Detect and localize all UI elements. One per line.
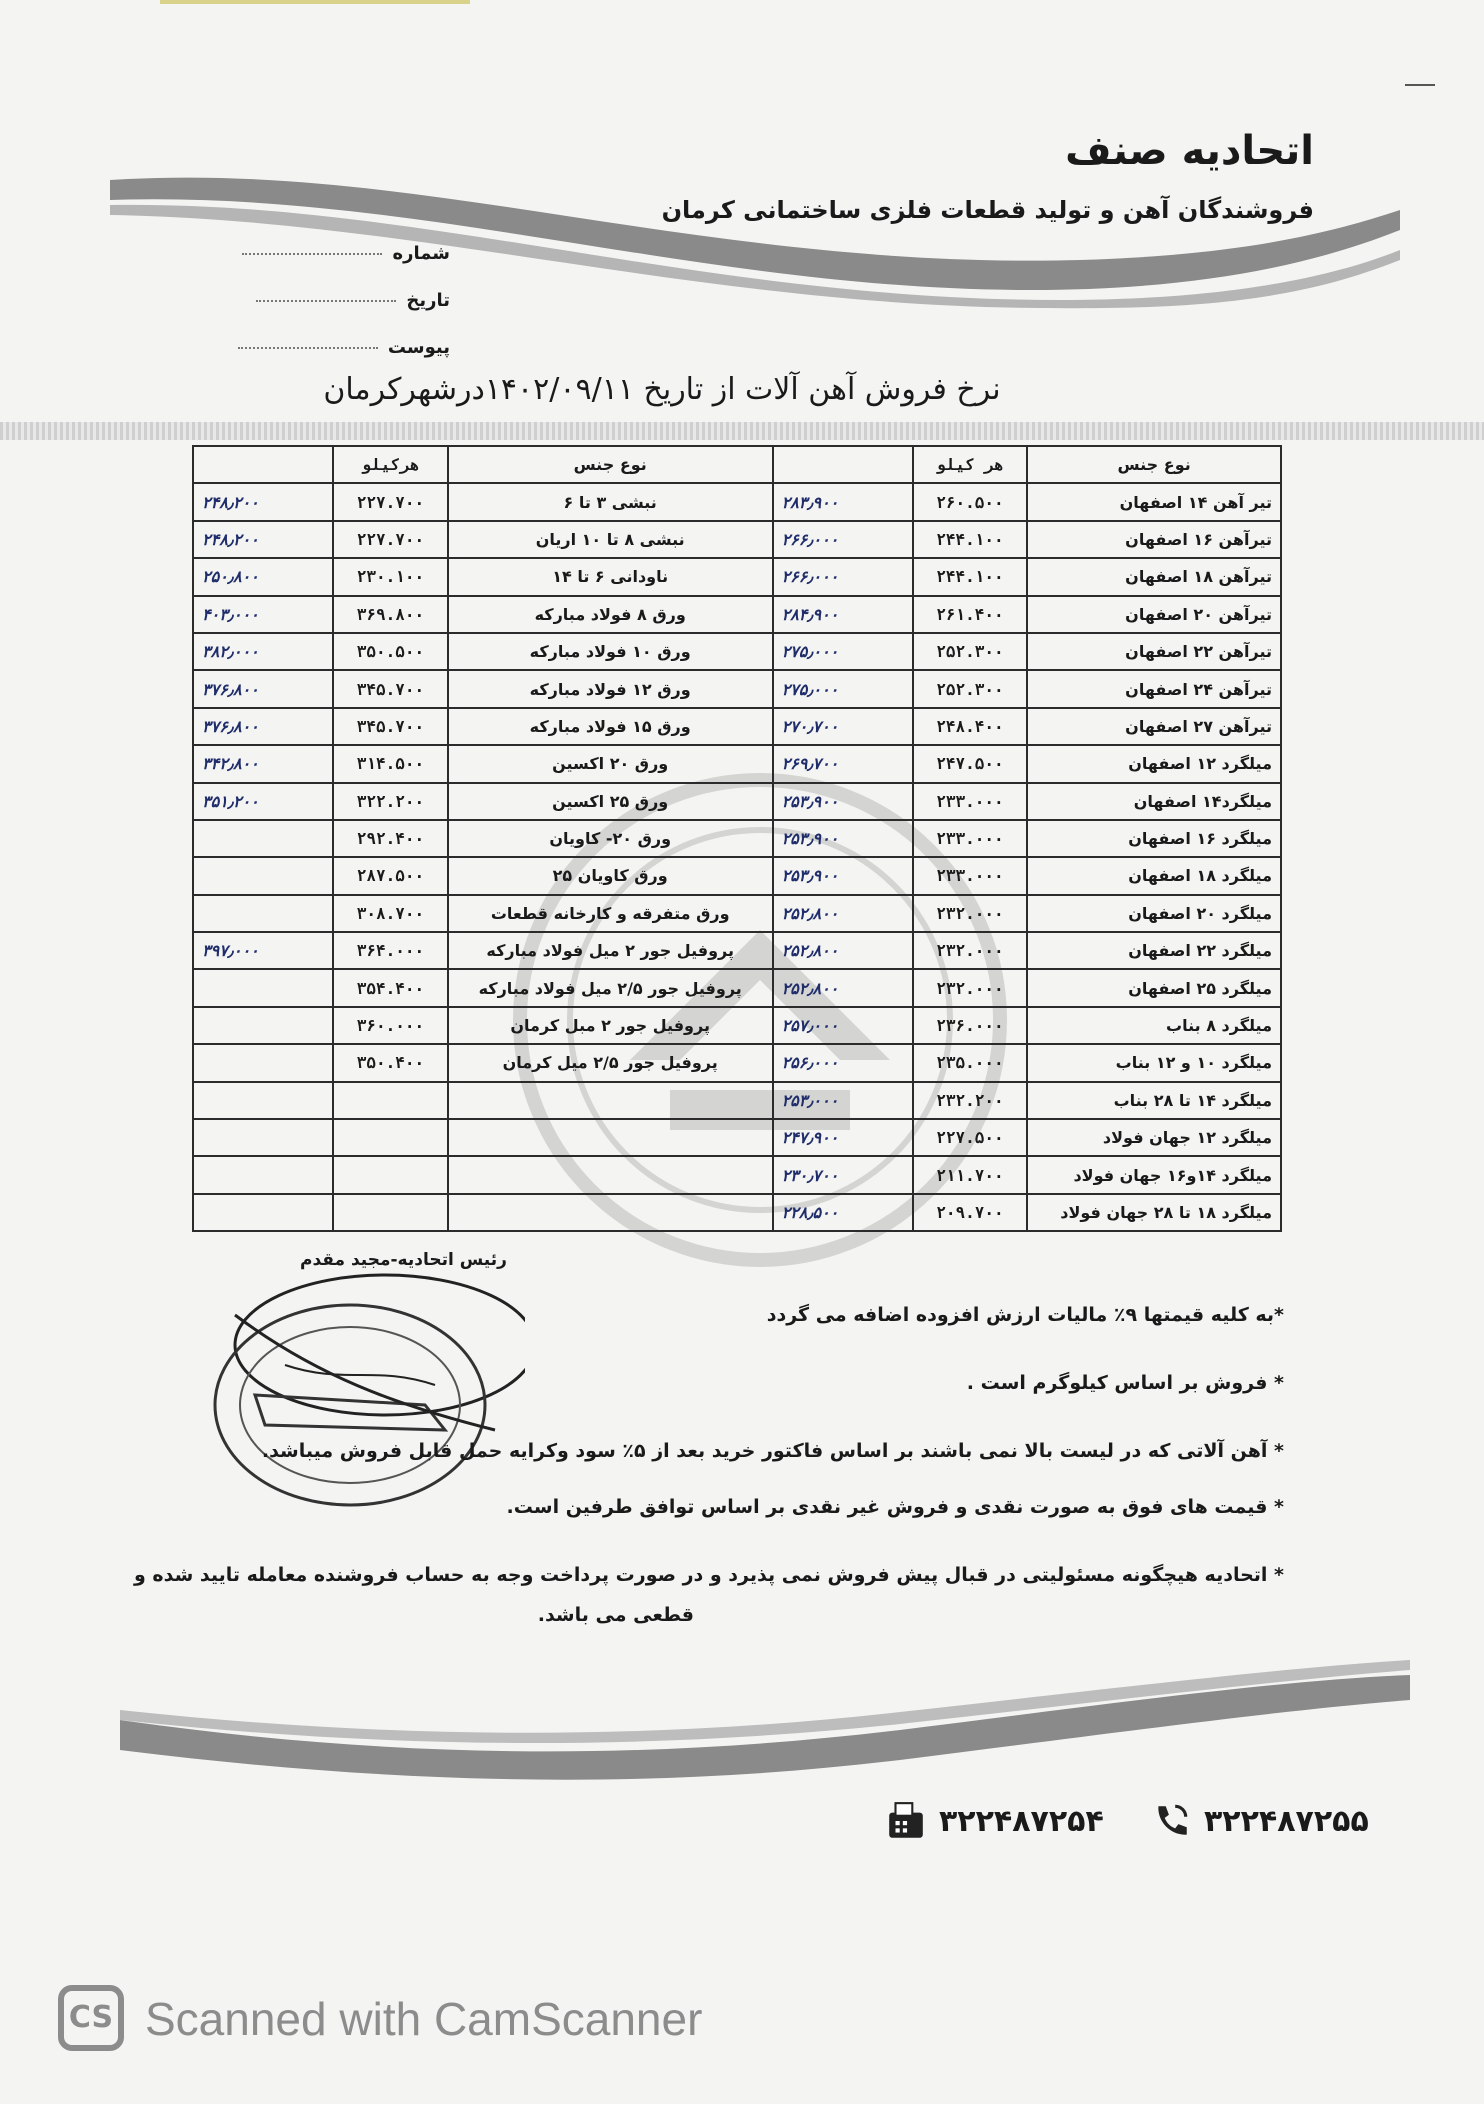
note-liability-end: قطعی می باشد. xyxy=(537,1604,694,1626)
item-updated-price-2: ۲۴۸٫۲۰۰ xyxy=(193,483,333,520)
item-price-per-kg-2: ۲۹۲.۴۰۰ xyxy=(333,820,448,857)
item-name: میلگرد۱۴ اصفهان xyxy=(1027,783,1281,820)
item-updated-price-2 xyxy=(193,1082,333,1119)
header-swoosh xyxy=(0,150,1484,310)
item-updated-price: ۲۸۴٫۹۰۰ xyxy=(773,596,913,633)
table-row xyxy=(193,1044,1281,1081)
table-row xyxy=(193,708,1281,745)
item-updated-price: ۲۵۲٫۸۰۰ xyxy=(773,895,913,932)
item-name: میلگرد ۱۴و۱۶ جهان فولاد xyxy=(1027,1156,1281,1193)
item-price-per-kg-2 xyxy=(333,1156,448,1193)
item-price-per-kg: ۲۳۳.۰۰۰ xyxy=(913,783,1028,820)
item-price-per-kg: ۲۴۴.۱۰۰ xyxy=(913,521,1028,558)
table-row xyxy=(193,857,1281,894)
document-heading-text: نرخ فروش آهن آلات از تاریخ ۱۴۰۲/۰۹/۱۱درشهرکرمان xyxy=(323,372,1001,407)
item-name-2: ورق ۸ فولاد مبارکه xyxy=(448,596,773,633)
camscanner-text: Scanned with CamScanner xyxy=(145,1993,703,2045)
item-name-2: نبشی ۸ تا ۱۰ اریان xyxy=(448,521,773,558)
note-per-kg: * فروش بر اساس کیلوگرم است . xyxy=(966,1372,1284,1394)
item-name-2 xyxy=(448,1119,773,1156)
scan-tick-mark xyxy=(1405,84,1435,86)
org-subtitle: فروشندگان آهن و تولید قطعات فلزی ساختمانی کرمان xyxy=(661,196,1314,224)
item-updated-price-2: ۳۷۶٫۸۰۰ xyxy=(193,708,333,745)
col-header-per-kg: هر کیلو xyxy=(913,446,1028,483)
table-row xyxy=(193,633,1281,670)
item-updated-price: ۲۷۵٫۰۰۰ xyxy=(773,670,913,707)
item-name: میلگرد ۱۲ اصفهان xyxy=(1027,745,1281,782)
item-updated-price: ۲۳۰٫۷۰۰ xyxy=(773,1156,913,1193)
item-name-2: پروفیل جور ۲/۵ میل کرمان xyxy=(448,1044,773,1081)
item-updated-price: ۲۸۳٫۹۰۰ xyxy=(773,483,913,520)
table-row xyxy=(193,895,1281,932)
item-updated-price-2 xyxy=(193,1156,333,1193)
item-price-per-kg: ۲۳۲.۰۰۰ xyxy=(913,932,1028,969)
item-price-per-kg: ۲۲۷.۵۰۰ xyxy=(913,1119,1028,1156)
item-price-per-kg-2: ۲۸۷.۵۰۰ xyxy=(333,857,448,894)
table-row xyxy=(193,932,1281,969)
meta-date xyxy=(210,290,450,311)
meta-date-label: تاریخ xyxy=(406,290,450,311)
item-updated-price: ۲۵۲٫۸۰۰ xyxy=(773,969,913,1006)
item-updated-price-2 xyxy=(193,1044,333,1081)
table-row xyxy=(193,521,1281,558)
item-name: میلگرد ۲۲ اصفهان xyxy=(1027,932,1281,969)
note-cash: * قیمت های فوق به صورت نقدی و فروش غیر نقدی بر اساس توافق طرفین است. xyxy=(506,1496,1284,1518)
table-row xyxy=(193,783,1281,820)
item-name-2: پروفیل جور ۲ میل فولاد مبارکه xyxy=(448,932,773,969)
item-name-2: ورق متفرقه و کارخانه قطعات xyxy=(448,895,773,932)
col-header-name: نوع جنس xyxy=(1027,446,1281,483)
scan-shade-band xyxy=(0,422,1484,440)
col-header-updated xyxy=(773,446,913,483)
item-updated-price: ۲۶۹٫۷۰۰ xyxy=(773,745,913,782)
item-price-per-kg-2 xyxy=(333,1119,448,1156)
item-price-per-kg-2: ۳۴۵.۷۰۰ xyxy=(333,670,448,707)
item-price-per-kg-2: ۳۵۴.۴۰۰ xyxy=(333,969,448,1006)
table-row xyxy=(193,1119,1281,1156)
item-name: تیر آهن ۱۴ اصفهان xyxy=(1027,483,1281,520)
item-updated-price-2: ۳۵۱٫۲۰۰ xyxy=(193,783,333,820)
price-table xyxy=(192,445,1282,1232)
item-price-per-kg-2: ۳۵۰.۵۰۰ xyxy=(333,633,448,670)
document-heading xyxy=(0,372,1484,407)
item-updated-price: ۲۵۳٫۹۰۰ xyxy=(773,857,913,894)
item-price-per-kg-2: ۲۲۷.۷۰۰ xyxy=(333,521,448,558)
fax-icon xyxy=(885,1800,927,1842)
table-row xyxy=(193,1007,1281,1044)
item-price-per-kg: ۲۳۲.۲۰۰ xyxy=(913,1082,1028,1119)
item-price-per-kg-2 xyxy=(333,1082,448,1119)
item-updated-price: ۲۷۰٫۷۰۰ xyxy=(773,708,913,745)
table-header-row xyxy=(193,446,1281,483)
item-price-per-kg: ۲۵۲.۳۰۰ xyxy=(913,633,1028,670)
item-name-2: ورق ۱۰ فولاد مبارکه xyxy=(448,633,773,670)
table-row xyxy=(193,820,1281,857)
item-name-2 xyxy=(448,1082,773,1119)
item-updated-price-2 xyxy=(193,969,333,1006)
note-unlisted: * آهن آلاتی که در لیست بالا نمی باشند بر اساس فاکتور خرید بعد از ۵٪ سود وکرایه حمل قابل فروش میباشد. xyxy=(261,1440,1284,1462)
item-price-per-kg-2: ۳۲۲.۲۰۰ xyxy=(333,783,448,820)
item-updated-price-2 xyxy=(193,895,333,932)
item-updated-price-2 xyxy=(193,1194,333,1231)
item-price-per-kg-2 xyxy=(333,1194,448,1231)
item-name: میلگرد ۱۲ جهان فولاد xyxy=(1027,1119,1281,1156)
item-updated-price: ۲۶۶٫۰۰۰ xyxy=(773,558,913,595)
item-price-per-kg-2: ۳۵۰.۴۰۰ xyxy=(333,1044,448,1081)
item-name-2 xyxy=(448,1194,773,1231)
table-row xyxy=(193,670,1281,707)
price-table-body xyxy=(193,483,1281,1231)
scan-edge-mark xyxy=(160,0,470,4)
item-price-per-kg: ۲۴۷.۵۰۰ xyxy=(913,745,1028,782)
item-name: میلگرد ۱۰ و ۱۲ بناب xyxy=(1027,1044,1281,1081)
item-price-per-kg: ۲۳۳.۰۰۰ xyxy=(913,820,1028,857)
meta-attachment xyxy=(210,337,450,358)
fax-number[interactable]: ۳۲۲۴۸۷۲۵۴ xyxy=(939,1803,1104,1839)
item-updated-price: ۲۴۷٫۹۰۰ xyxy=(773,1119,913,1156)
item-name: میلگرد ۱۸ تا ۲۸ جهان فولاد xyxy=(1027,1194,1281,1231)
item-name: تیرآهن ۲۲ اصفهان xyxy=(1027,633,1281,670)
table-row xyxy=(193,596,1281,633)
org-title: اتحادیه صنف xyxy=(1065,128,1314,174)
item-name: میلگرد ۲۵ اصفهان xyxy=(1027,969,1281,1006)
item-name-2: ورق ۱۲ فولاد مبارکه xyxy=(448,670,773,707)
item-price-per-kg-2: ۳۱۴.۵۰۰ xyxy=(333,745,448,782)
item-price-per-kg: ۲۵۲.۳۰۰ xyxy=(913,670,1028,707)
item-price-per-kg-2: ۳۰۸.۷۰۰ xyxy=(333,895,448,932)
item-name-2: ورق ۲۰ اکسین xyxy=(448,745,773,782)
item-updated-price-2 xyxy=(193,1119,333,1156)
item-price-per-kg-2: ۳۶۹.۸۰۰ xyxy=(333,596,448,633)
item-name: تیرآهن ۲۰ اصفهان xyxy=(1027,596,1281,633)
item-updated-price: ۲۵۷٫۰۰۰ xyxy=(773,1007,913,1044)
item-updated-price-2 xyxy=(193,820,333,857)
item-price-per-kg: ۲۶۱.۴۰۰ xyxy=(913,596,1028,633)
item-updated-price-2: ۳۷۶٫۸۰۰ xyxy=(193,670,333,707)
item-name: میلگرد ۲۰ اصفهان xyxy=(1027,895,1281,932)
table-row xyxy=(193,483,1281,520)
item-price-per-kg: ۲۳۲.۰۰۰ xyxy=(913,969,1028,1006)
item-updated-price-2 xyxy=(193,1007,333,1044)
item-price-per-kg: ۲۱۱.۷۰۰ xyxy=(913,1156,1028,1193)
item-name-2: پروفیل جور ۲/۵ میل فولاد مبارکه xyxy=(448,969,773,1006)
phone-number[interactable]: ۳۲۲۴۸۷۲۵۵ xyxy=(1204,1803,1369,1839)
item-name-2: پروفیل جور ۲ مبل کرمان xyxy=(448,1007,773,1044)
item-updated-price-2 xyxy=(193,857,333,894)
item-price-per-kg: ۲۳۵.۰۰۰ xyxy=(913,1044,1028,1081)
col-header-updated-2 xyxy=(193,446,333,483)
item-price-per-kg-2: ۲۲۷.۷۰۰ xyxy=(333,483,448,520)
camscanner-logo: CS xyxy=(58,1985,124,2051)
table-row xyxy=(193,745,1281,782)
table-row xyxy=(193,1082,1281,1119)
item-name-2: ورق ۲۰- کاویان xyxy=(448,820,773,857)
note-liability: * اتحادیه هیچگونه مسئولیتی در قبال پیش فروش نمی پذیرد و در صورت پرداخت وجه به حساب فروشنده معامله تایید شده و xyxy=(133,1564,1284,1586)
meta-number-label: شماره xyxy=(392,243,450,264)
item-name: تیرآهن ۱۸ اصفهان xyxy=(1027,558,1281,595)
item-price-per-kg: ۲۳۲.۰۰۰ xyxy=(913,895,1028,932)
item-price-per-kg-2: ۳۶۴.۰۰۰ xyxy=(333,932,448,969)
item-price-per-kg: ۲۳۶.۰۰۰ xyxy=(913,1007,1028,1044)
item-name-2: ورق کاویان ۲۵ xyxy=(448,857,773,894)
item-name: میلگرد ۱۶ اصفهان xyxy=(1027,820,1281,857)
item-price-per-kg: ۲۳۳.۰۰۰ xyxy=(913,857,1028,894)
item-price-per-kg-2: ۲۳۰.۱۰۰ xyxy=(333,558,448,595)
item-name: میلگرد ۱۴ تا ۲۸ بناب xyxy=(1027,1082,1281,1119)
item-updated-price: ۲۵۶٫۰۰۰ xyxy=(773,1044,913,1081)
item-name-2: ناودانی ۶ تا ۱۴ xyxy=(448,558,773,595)
item-updated-price: ۲۵۳٫۹۰۰ xyxy=(773,783,913,820)
table-row xyxy=(193,969,1281,1006)
table-row xyxy=(193,558,1281,595)
note-vat: *به کلیه قیمتها ۹٪ مالیات ارزش افزوده اضافه می گردد xyxy=(766,1304,1284,1326)
item-name: تیرآهن ۲۷ اصفهان xyxy=(1027,708,1281,745)
item-updated-price-2: ۳۴۲٫۸۰۰ xyxy=(193,745,333,782)
fax-contact xyxy=(885,1800,1104,1842)
item-name: تیرآهن ۱۶ اصفهان xyxy=(1027,521,1281,558)
footer-swoosh xyxy=(0,1650,1484,1790)
signer-name: رئیس اتحادیه-مجید مقدم xyxy=(300,1250,507,1270)
item-updated-price: ۲۵۳٫۰۰۰ xyxy=(773,1082,913,1119)
item-updated-price-2: ۴۰۳٫۰۰۰ xyxy=(193,596,333,633)
phone-contact xyxy=(1150,1800,1369,1842)
item-price-per-kg: ۲۴۴.۱۰۰ xyxy=(913,558,1028,595)
item-name-2: نبشی ۳ تا ۶ xyxy=(448,483,773,520)
meta-number xyxy=(210,243,450,264)
item-updated-price-2: ۲۴۸٫۲۰۰ xyxy=(193,521,333,558)
item-name: میلگرد ۸ بناب xyxy=(1027,1007,1281,1044)
table-row xyxy=(193,1156,1281,1193)
table-row xyxy=(193,1194,1281,1231)
col-header-per-kg-2: هرکیلو xyxy=(333,446,448,483)
meta-attachment-label: پیوست xyxy=(387,337,450,358)
item-name-2: ورق ۲۵ اکسین xyxy=(448,783,773,820)
item-price-per-kg-2: ۳۶۰.۰۰۰ xyxy=(333,1007,448,1044)
item-updated-price: ۲۷۵٫۰۰۰ xyxy=(773,633,913,670)
item-updated-price: ۲۶۶٫۰۰۰ xyxy=(773,521,913,558)
item-price-per-kg-2: ۳۴۵.۷۰۰ xyxy=(333,708,448,745)
item-updated-price-2: ۳۸۲٫۰۰۰ xyxy=(193,633,333,670)
item-updated-price-2: ۳۹۷٫۰۰۰ xyxy=(193,932,333,969)
item-updated-price: ۲۵۳٫۹۰۰ xyxy=(773,820,913,857)
item-updated-price-2: ۲۵۰٫۸۰۰ xyxy=(193,558,333,595)
item-price-per-kg: ۲۴۸.۴۰۰ xyxy=(913,708,1028,745)
item-name-2: ورق ۱۵ فولاد مبارکه xyxy=(448,708,773,745)
col-header-name-2: نوع جنس xyxy=(448,446,773,483)
union-stamp xyxy=(195,1255,525,1515)
item-price-per-kg: ۲۰۹.۷۰۰ xyxy=(913,1194,1028,1231)
item-updated-price: ۲۲۸٫۵۰۰ xyxy=(773,1194,913,1231)
item-name: تیرآهن ۲۴ اصفهان xyxy=(1027,670,1281,707)
item-name: میلگرد ۱۸ اصفهان xyxy=(1027,857,1281,894)
item-name-2 xyxy=(448,1156,773,1193)
item-updated-price: ۲۵۲٫۸۰۰ xyxy=(773,932,913,969)
phone-icon xyxy=(1150,1800,1192,1842)
item-price-per-kg: ۲۶۰.۵۰۰ xyxy=(913,483,1028,520)
